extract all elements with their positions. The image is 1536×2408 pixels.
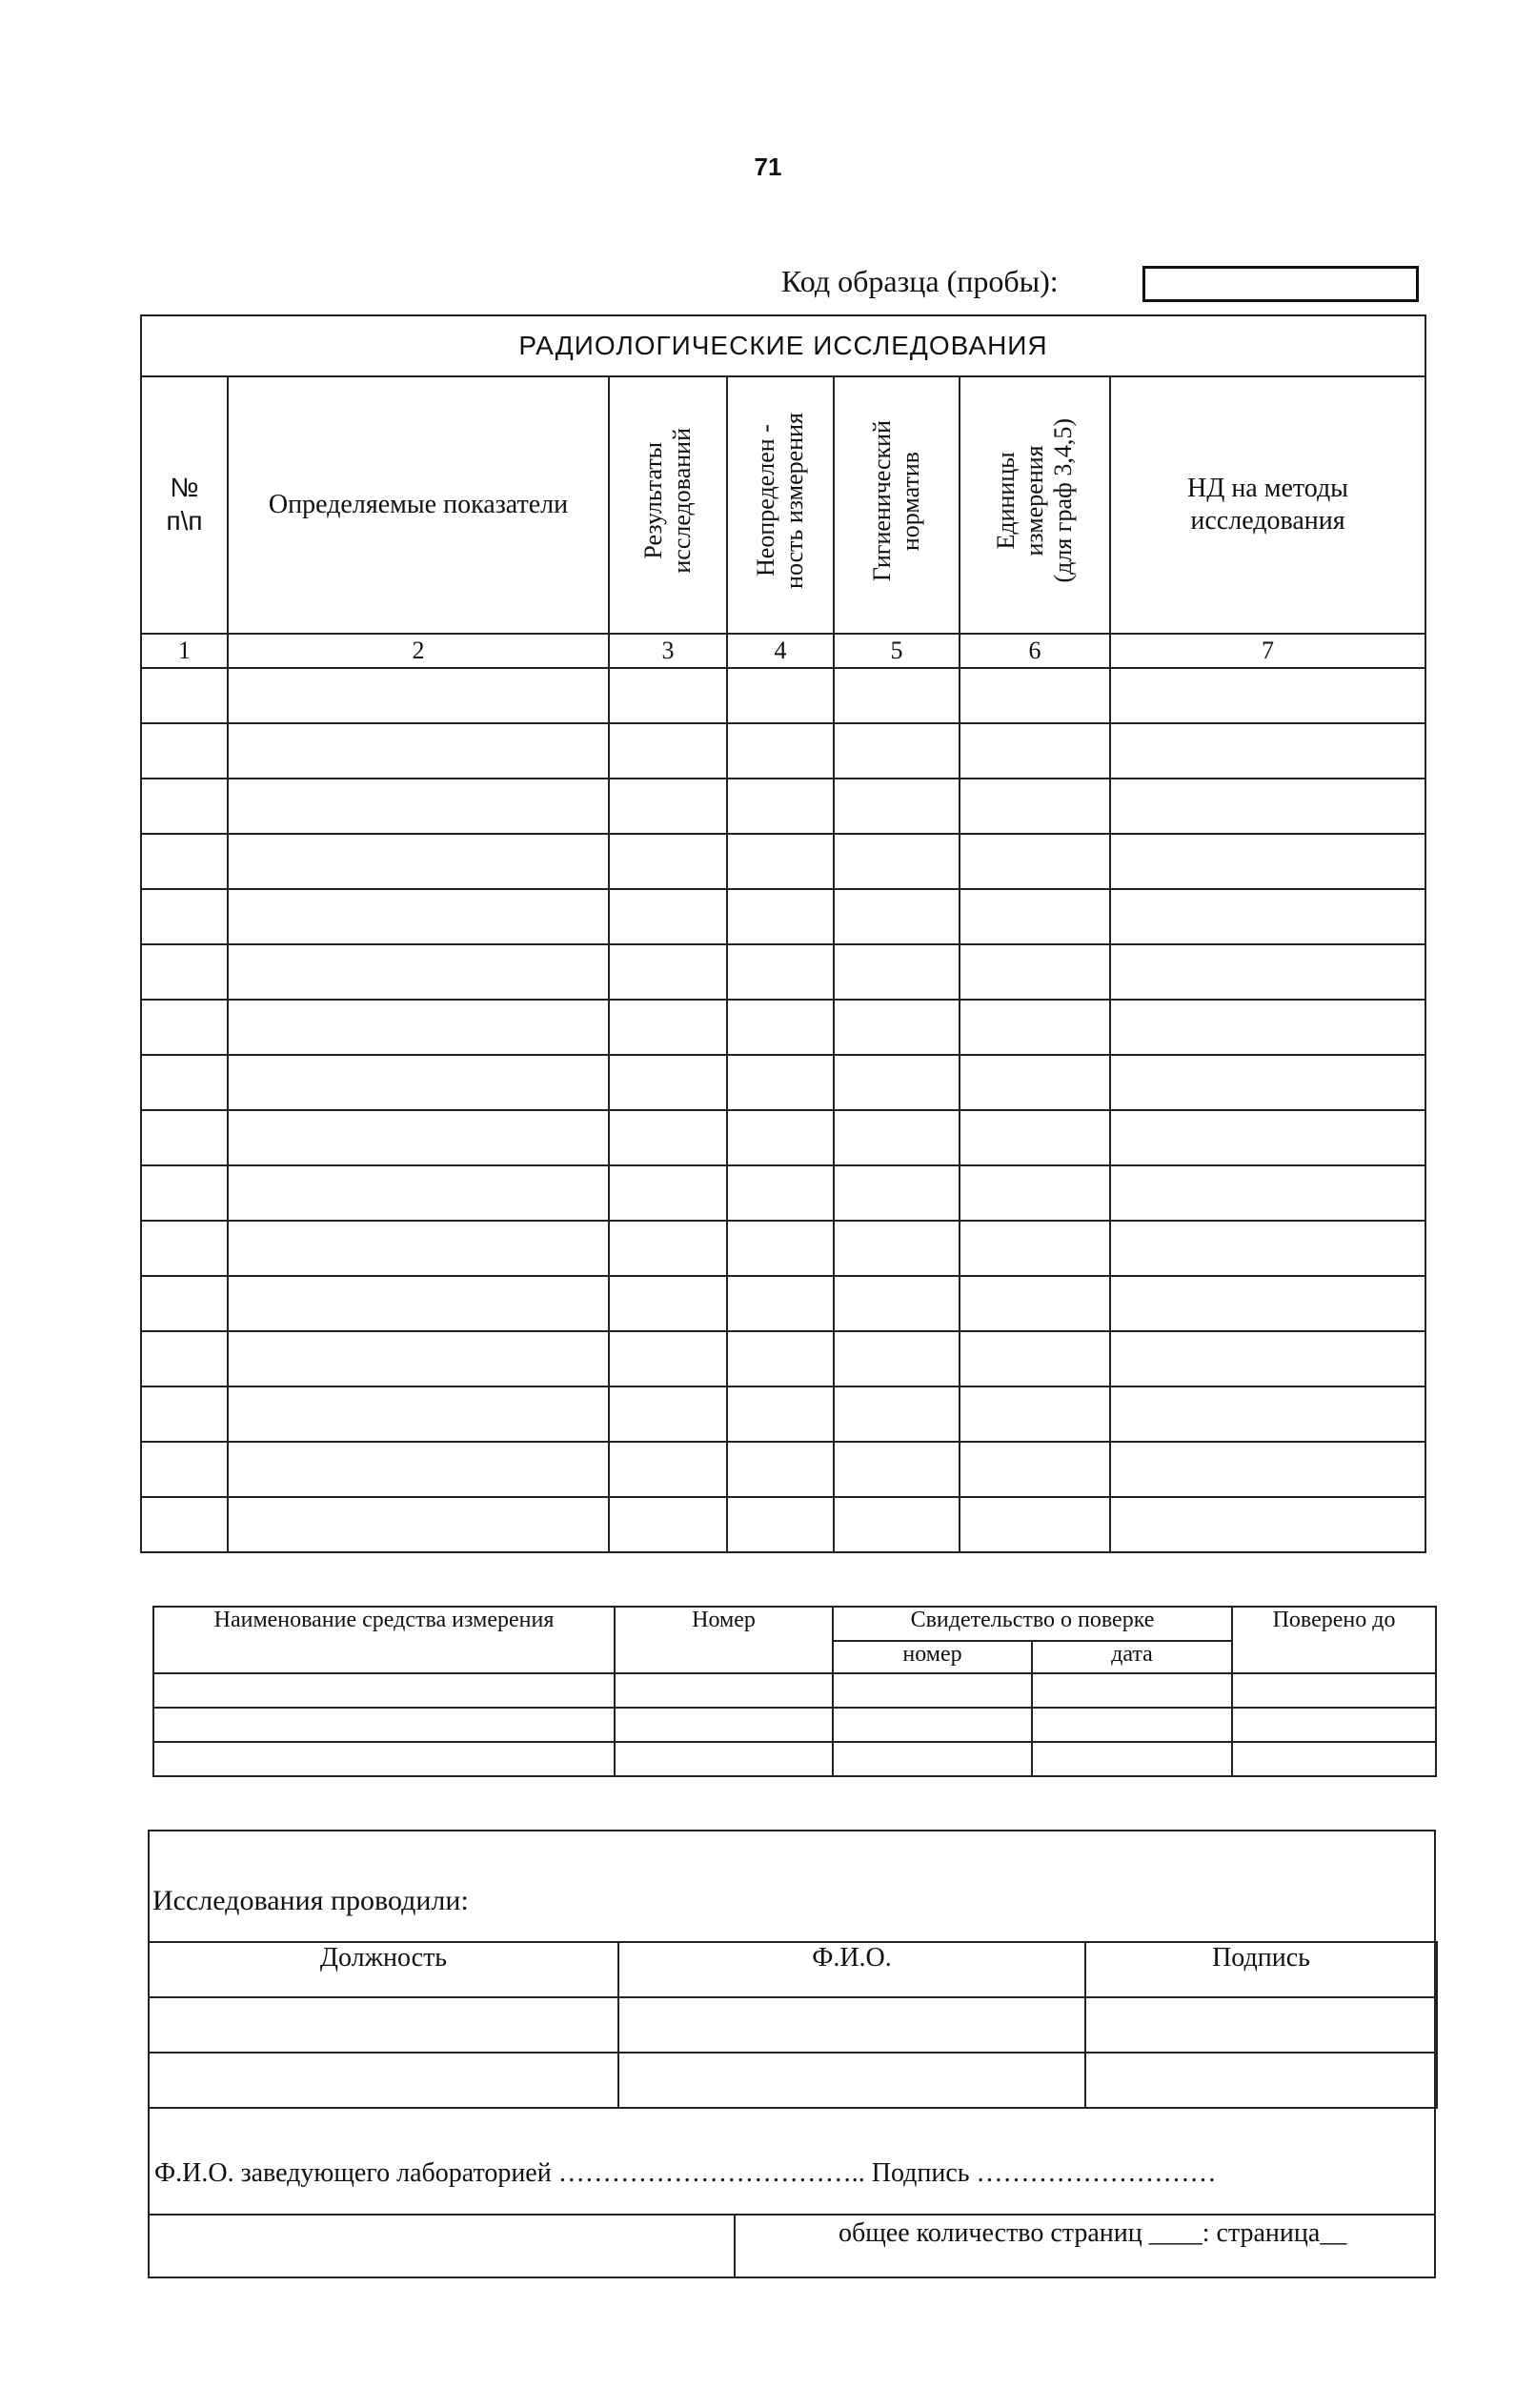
header-uncertainty (727, 376, 834, 634)
table-row (141, 1221, 1425, 1276)
table-cell[interactable] (228, 1386, 609, 1442)
table-row (141, 1055, 1425, 1110)
table-cell[interactable] (609, 834, 727, 889)
table-cell[interactable] (609, 944, 727, 1000)
table-cell[interactable] (960, 668, 1110, 723)
table-cell[interactable] (228, 1055, 609, 1110)
table-cell[interactable] (228, 668, 609, 723)
table-cell[interactable] (727, 1386, 834, 1442)
table-cell[interactable] (834, 668, 960, 723)
table-cell[interactable] (1110, 834, 1425, 889)
column-number: 5 (834, 634, 960, 668)
table-cell[interactable] (141, 1000, 228, 1055)
column-number: 3 (609, 634, 727, 668)
table-cell[interactable] (1032, 1742, 1232, 1776)
table-cell[interactable] (228, 779, 609, 834)
table-cell[interactable] (833, 1708, 1032, 1742)
sample-code-field[interactable] (1142, 266, 1419, 302)
header-results-label: Результаты исследований (639, 428, 696, 575)
table-cell[interactable] (1085, 2053, 1437, 2108)
table-cell[interactable] (1110, 1386, 1425, 1442)
table-cell[interactable] (727, 1331, 834, 1386)
column-number: 7 (1110, 634, 1425, 668)
table-row (153, 1673, 1436, 1708)
certificate-date-header: дата (1032, 1641, 1232, 1673)
signature-header: Подпись (1085, 1942, 1437, 1997)
header-number-label: № п\п (166, 473, 203, 536)
table-cell[interactable] (960, 889, 1110, 944)
header-units (960, 376, 1110, 634)
table-cell[interactable] (834, 1497, 960, 1552)
table-cell[interactable] (141, 1055, 228, 1110)
table-cell[interactable] (141, 1497, 228, 1552)
table-cell[interactable] (228, 889, 609, 944)
instruments-table-body (153, 1673, 1436, 1776)
table-cell[interactable] (609, 1165, 727, 1221)
table-cell[interactable] (727, 1055, 834, 1110)
table-cell[interactable] (609, 1276, 727, 1331)
table-cell[interactable] (228, 1221, 609, 1276)
table-cell[interactable] (1032, 1708, 1232, 1742)
table-cell[interactable] (141, 1386, 228, 1442)
table-cell[interactable] (1232, 1673, 1436, 1708)
table-cell[interactable] (153, 1673, 615, 1708)
table-cell[interactable] (1110, 1000, 1425, 1055)
header-norm-label: Гигиенический норматив (868, 420, 924, 582)
table-cell[interactable] (1110, 944, 1425, 1000)
certificate-header: Свидетельство о поверке (833, 1607, 1232, 1641)
header-results (609, 376, 727, 634)
column-number: 1 (141, 634, 228, 668)
table-cell[interactable] (727, 1442, 834, 1497)
table-cell[interactable] (727, 779, 834, 834)
table-cell[interactable] (141, 1110, 228, 1165)
table-cell[interactable] (141, 1331, 228, 1386)
table-cell[interactable] (834, 834, 960, 889)
table-cell[interactable] (960, 834, 1110, 889)
table-row (141, 944, 1425, 1000)
table-cell[interactable] (1110, 1497, 1425, 1552)
table-cell[interactable] (834, 1165, 960, 1221)
table-cell[interactable] (609, 1497, 727, 1552)
table-cell[interactable] (141, 834, 228, 889)
table-cell[interactable] (960, 1442, 1110, 1497)
table-cell[interactable] (609, 889, 727, 944)
divider (734, 2214, 736, 2278)
table-cell[interactable] (834, 1055, 960, 1110)
column-number: 2 (228, 634, 609, 668)
instrument-number-header: Номер (615, 1607, 833, 1673)
table-cell[interactable] (1110, 668, 1425, 723)
instruments-table (152, 1606, 1437, 1777)
table-cell[interactable] (834, 889, 960, 944)
sample-code-label: Код образца (пробы): (781, 264, 1059, 298)
table-cell[interactable] (618, 2053, 1085, 2108)
column-number: 6 (960, 634, 1110, 668)
table-cell[interactable] (833, 1673, 1032, 1708)
table-title: РАДИОЛОГИЧЕСКИЕ ИССЛЕДОВАНИЯ (141, 315, 1425, 376)
table-row (141, 1165, 1425, 1221)
table-cell[interactable] (727, 723, 834, 779)
table-cell[interactable] (960, 1331, 1110, 1386)
divider (148, 2214, 1436, 2216)
table-cell[interactable] (727, 1000, 834, 1055)
table-cell[interactable] (609, 723, 727, 779)
table-cell[interactable] (228, 1497, 609, 1552)
table-cell[interactable] (727, 1165, 834, 1221)
table-row (149, 2053, 1437, 2108)
table-cell[interactable] (1110, 889, 1425, 944)
table-cell[interactable] (609, 1331, 727, 1386)
table-cell[interactable] (834, 1386, 960, 1442)
table-cell[interactable] (960, 1000, 1110, 1055)
table-cell[interactable] (609, 1110, 727, 1165)
table-row (153, 1742, 1436, 1776)
table-cell[interactable] (609, 1221, 727, 1276)
table-cell[interactable] (960, 1386, 1110, 1442)
table-cell[interactable] (960, 1165, 1110, 1221)
table-cell[interactable] (727, 1221, 834, 1276)
certificate-number-header: номер (833, 1641, 1032, 1673)
table-cell[interactable] (228, 723, 609, 779)
table-cell[interactable] (141, 1442, 228, 1497)
table-cell[interactable] (727, 1110, 834, 1165)
table-row (149, 1997, 1437, 2053)
table-row (141, 889, 1425, 944)
column-number: 4 (727, 634, 834, 668)
table-row (141, 1276, 1425, 1331)
table-cell[interactable] (141, 1221, 228, 1276)
researchers-table (148, 1941, 1438, 2109)
table-cell[interactable] (1110, 723, 1425, 779)
table-cell[interactable] (228, 944, 609, 1000)
table-row (141, 1497, 1425, 1552)
table-cell[interactable] (228, 1000, 609, 1055)
table-cell[interactable] (228, 1110, 609, 1165)
table-cell[interactable] (1110, 1165, 1425, 1221)
table-cell[interactable] (609, 1055, 727, 1110)
page-number: 71 (754, 152, 782, 181)
table-cell[interactable] (228, 834, 609, 889)
table-cell[interactable] (609, 1442, 727, 1497)
table-cell[interactable] (960, 1110, 1110, 1165)
table-cell[interactable] (833, 1742, 1032, 1776)
table-cell[interactable] (615, 1708, 833, 1742)
table-cell[interactable] (609, 1000, 727, 1055)
table-cell[interactable] (727, 889, 834, 944)
table-cell[interactable] (960, 1276, 1110, 1331)
table-cell[interactable] (149, 1997, 618, 2053)
header-norm (834, 376, 960, 634)
header-indicators: Определяемые показатели (228, 376, 609, 634)
table-cell[interactable] (727, 834, 834, 889)
table-cell[interactable] (960, 723, 1110, 779)
table-cell[interactable] (960, 1055, 1110, 1110)
table-row (141, 723, 1425, 779)
table-cell[interactable] (1110, 1276, 1425, 1331)
table-row (141, 834, 1425, 889)
table-cell[interactable] (141, 944, 228, 1000)
table-cell[interactable] (834, 1276, 960, 1331)
table-cell[interactable] (960, 779, 1110, 834)
table-cell[interactable] (1110, 1110, 1425, 1165)
table-cell[interactable] (141, 779, 228, 834)
table-cell[interactable] (960, 1497, 1110, 1552)
table-cell[interactable] (228, 1165, 609, 1221)
radiology-table-body (141, 668, 1425, 1552)
table-cell[interactable] (727, 668, 834, 723)
lab-head-line: Ф.И.О. заведующего лабораторией …………………………….. Подпись ……………………… (154, 2158, 1217, 2188)
page-count-line: общее количество страниц ____: страница__ (839, 2218, 1347, 2248)
table-cell[interactable] (834, 1331, 960, 1386)
radiology-table (140, 314, 1426, 1553)
position-header: Должность (149, 1942, 618, 1997)
table-cell[interactable] (141, 1165, 228, 1221)
table-cell[interactable] (153, 1708, 615, 1742)
table-cell[interactable] (834, 1221, 960, 1276)
table-cell[interactable] (228, 1276, 609, 1331)
table-cell[interactable] (615, 1742, 833, 1776)
header-units-label: Единицы измерения (для граф 3,4,5) (992, 418, 1077, 583)
table-row (141, 1110, 1425, 1165)
table-cell[interactable] (609, 668, 727, 723)
table-cell[interactable] (727, 944, 834, 1000)
table-cell[interactable] (727, 1497, 834, 1552)
table-cell[interactable] (228, 1331, 609, 1386)
table-row (141, 1331, 1425, 1386)
table-cell[interactable] (228, 1442, 609, 1497)
table-cell[interactable] (149, 2053, 618, 2108)
researchers-heading: Исследования проводили: (152, 1885, 469, 1916)
table-cell[interactable] (834, 779, 960, 834)
verified-until-header: Поверено до (1232, 1607, 1436, 1673)
table-cell[interactable] (1110, 1442, 1425, 1497)
table-cell[interactable] (834, 1110, 960, 1165)
table-cell[interactable] (960, 944, 1110, 1000)
table-cell[interactable] (834, 1000, 960, 1055)
table-row (141, 668, 1425, 723)
table-cell[interactable] (1110, 1331, 1425, 1386)
table-row (141, 1000, 1425, 1055)
table-cell[interactable] (1110, 1221, 1425, 1276)
table-cell[interactable] (834, 944, 960, 1000)
table-cell[interactable] (618, 1997, 1085, 2053)
table-cell[interactable] (1232, 1708, 1436, 1742)
researchers-table-body (149, 1997, 1437, 2108)
table-cell[interactable] (960, 1221, 1110, 1276)
table-cell[interactable] (1110, 1055, 1425, 1110)
table-cell[interactable] (141, 668, 228, 723)
table-cell[interactable] (1032, 1673, 1232, 1708)
table-cell[interactable] (141, 723, 228, 779)
table-cell[interactable] (727, 1276, 834, 1331)
table-row (153, 1708, 1436, 1742)
table-row (141, 1386, 1425, 1442)
table-cell[interactable] (1085, 1997, 1437, 2053)
table-cell[interactable] (834, 723, 960, 779)
table-row (141, 1442, 1425, 1497)
header-methods: НД на методы исследования (1110, 376, 1425, 634)
table-cell[interactable] (609, 779, 727, 834)
instrument-name-header: Наименование средства измерения (153, 1607, 615, 1673)
table-cell[interactable] (141, 889, 228, 944)
table-cell[interactable] (141, 1276, 228, 1331)
table-cell[interactable] (834, 1442, 960, 1497)
table-cell[interactable] (1110, 779, 1425, 834)
table-row (141, 779, 1425, 834)
header-uncertainty-label: Неопределен - ность измерения (752, 413, 808, 590)
table-cell[interactable] (609, 1386, 727, 1442)
table-cell[interactable] (1232, 1742, 1436, 1776)
name-header: Ф.И.О. (618, 1942, 1085, 1997)
table-cell[interactable] (153, 1742, 615, 1776)
table-cell[interactable] (615, 1673, 833, 1708)
header-number (141, 376, 228, 634)
